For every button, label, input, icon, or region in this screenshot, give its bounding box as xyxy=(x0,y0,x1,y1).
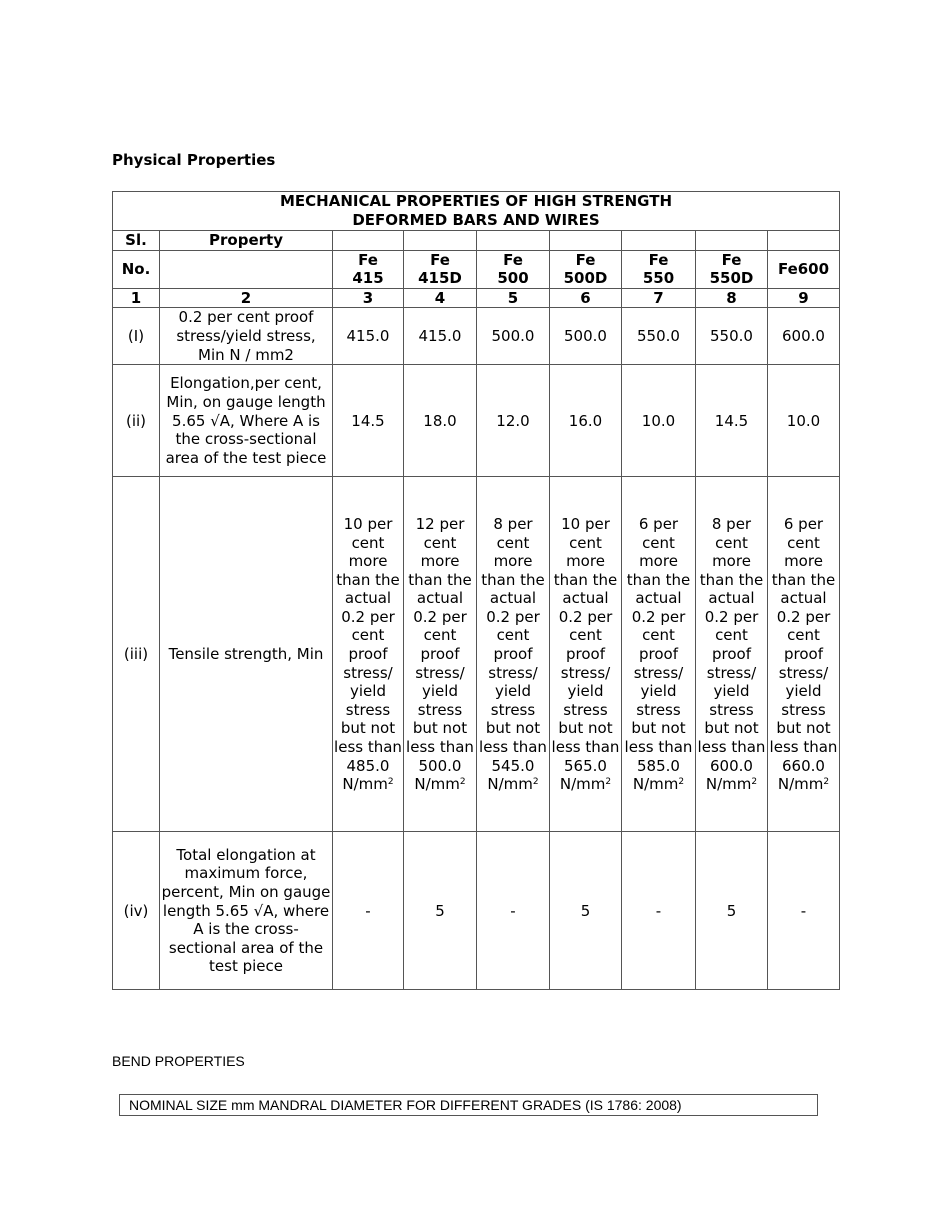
row-value: 600.0 xyxy=(768,308,840,365)
row-value: 14.5 xyxy=(696,365,768,477)
row-value: 6 per cent more than the actual 0.2 per cent proof stress/ yield stress but not less than 585.0 $N/mm^2$ xyxy=(622,477,696,832)
column-number: 5 xyxy=(477,288,550,308)
column-number-row xyxy=(113,288,840,308)
header-sl: Sl. xyxy=(113,231,160,251)
row-value: 550.0 xyxy=(696,308,768,365)
column-number: 6 xyxy=(550,288,622,308)
header-no: No. xyxy=(113,250,160,288)
row-value: - xyxy=(768,832,840,990)
row-value: 10 per cent more than the actual 0.2 per cent proof stress/ yield stress but not less than 565.0 $N/mm^2$ xyxy=(550,477,622,832)
table-title-line-2: DEFORMED BARS AND WIRES xyxy=(352,211,600,229)
row-value: 10.0 xyxy=(622,365,696,477)
row-property: Tensile strength, Min xyxy=(160,477,333,832)
table-row xyxy=(113,477,840,832)
row-value: 10 per cent more than the actual 0.2 per cent proof stress/ yield stress but not less than 485.0 $N/mm^2$ xyxy=(333,477,404,832)
row-value: - xyxy=(333,832,404,990)
row-value: 5 xyxy=(550,832,622,990)
empty-cell xyxy=(622,231,696,251)
row-value: 5 xyxy=(404,832,477,990)
row-value: 8 per cent more than the actual 0.2 per cent proof stress/ yield stress but not less than 545.0 $N/mm^2$ xyxy=(477,477,550,832)
empty-cell xyxy=(477,231,550,251)
row-value: 8 per cent more than the actual 0.2 per cent proof stress/ yield stress but not less than 600.0 $N/mm^2$ xyxy=(696,477,768,832)
row-value: 10.0 xyxy=(768,365,840,477)
bend-properties-heading: BEND PROPERTIES xyxy=(112,1053,245,1069)
row-property: 0.2 per cent proof stress/yield stress, Min N / mm2 xyxy=(160,308,333,365)
row-value: - xyxy=(622,832,696,990)
row-value: 12 per cent more than the actual 0.2 per cent proof stress/ yield stress but not less than 500.0 $N/mm^2$ xyxy=(404,477,477,832)
grade-header: Fe 550D xyxy=(696,250,768,288)
page-heading: Physical Properties xyxy=(112,151,276,169)
row-value: - xyxy=(477,832,550,990)
grade-header: Fe 550 xyxy=(622,250,696,288)
row-sl: (ii) xyxy=(113,365,160,477)
empty-cell xyxy=(160,250,333,288)
grade-header: Fe 500 xyxy=(477,250,550,288)
row-value: 550.0 xyxy=(622,308,696,365)
row-property: Elongation,per cent, Min, on gauge length 5.65 √A, Where A is the cross-sectional area of the test piece xyxy=(160,365,333,477)
empty-cell xyxy=(768,231,840,251)
row-value: 12.0 xyxy=(477,365,550,477)
row-value: 14.5 xyxy=(333,365,404,477)
empty-cell xyxy=(404,231,477,251)
header-row-grades xyxy=(113,250,840,288)
grade-header: Fe 415D xyxy=(404,250,477,288)
empty-cell xyxy=(333,231,404,251)
header-property: Property xyxy=(160,231,333,251)
row-value: 18.0 xyxy=(404,365,477,477)
column-number: 1 xyxy=(113,288,160,308)
row-value: 500.0 xyxy=(477,308,550,365)
table-title xyxy=(113,192,840,231)
empty-cell xyxy=(550,231,622,251)
row-sl: (iii) xyxy=(113,477,160,832)
row-property: Total elongation at maximum force, percent, Min on gauge length 5.65 √A, where A is the cross-sectional area of the test piece xyxy=(160,832,333,990)
column-number: 7 xyxy=(622,288,696,308)
header-row-top xyxy=(113,231,840,251)
table-row xyxy=(113,365,840,477)
column-number: 3 xyxy=(333,288,404,308)
row-value: 415.0 xyxy=(333,308,404,365)
table-title-row xyxy=(113,192,840,231)
column-number: 4 xyxy=(404,288,477,308)
row-value: 5 xyxy=(696,832,768,990)
grade-header: Fe 500D xyxy=(550,250,622,288)
mechanical-properties-table xyxy=(112,191,840,990)
bend-properties-box: NOMINAL SIZE mm MANDRAL DIAMETER FOR DIFFERENT GRADES (IS 1786: 2008) xyxy=(119,1094,818,1116)
column-number: 9 xyxy=(768,288,840,308)
row-value: 6 per cent more than the actual 0.2 per cent proof stress/ yield stress but not less than 660.0 $N/mm^2$ xyxy=(768,477,840,832)
table-row xyxy=(113,308,840,365)
table-title-line-1: MECHANICAL PROPERTIES OF HIGH STRENGTH xyxy=(279,192,673,211)
column-number: 2 xyxy=(160,288,333,308)
grade-header: Fe600 xyxy=(768,250,840,288)
row-sl: (iv) xyxy=(113,832,160,990)
row-value: 16.0 xyxy=(550,365,622,477)
row-value: 415.0 xyxy=(404,308,477,365)
row-value: 500.0 xyxy=(550,308,622,365)
table-row xyxy=(113,832,840,990)
empty-cell xyxy=(696,231,768,251)
column-number: 8 xyxy=(696,288,768,308)
row-sl: (I) xyxy=(113,308,160,365)
grade-header: Fe 415 xyxy=(333,250,404,288)
